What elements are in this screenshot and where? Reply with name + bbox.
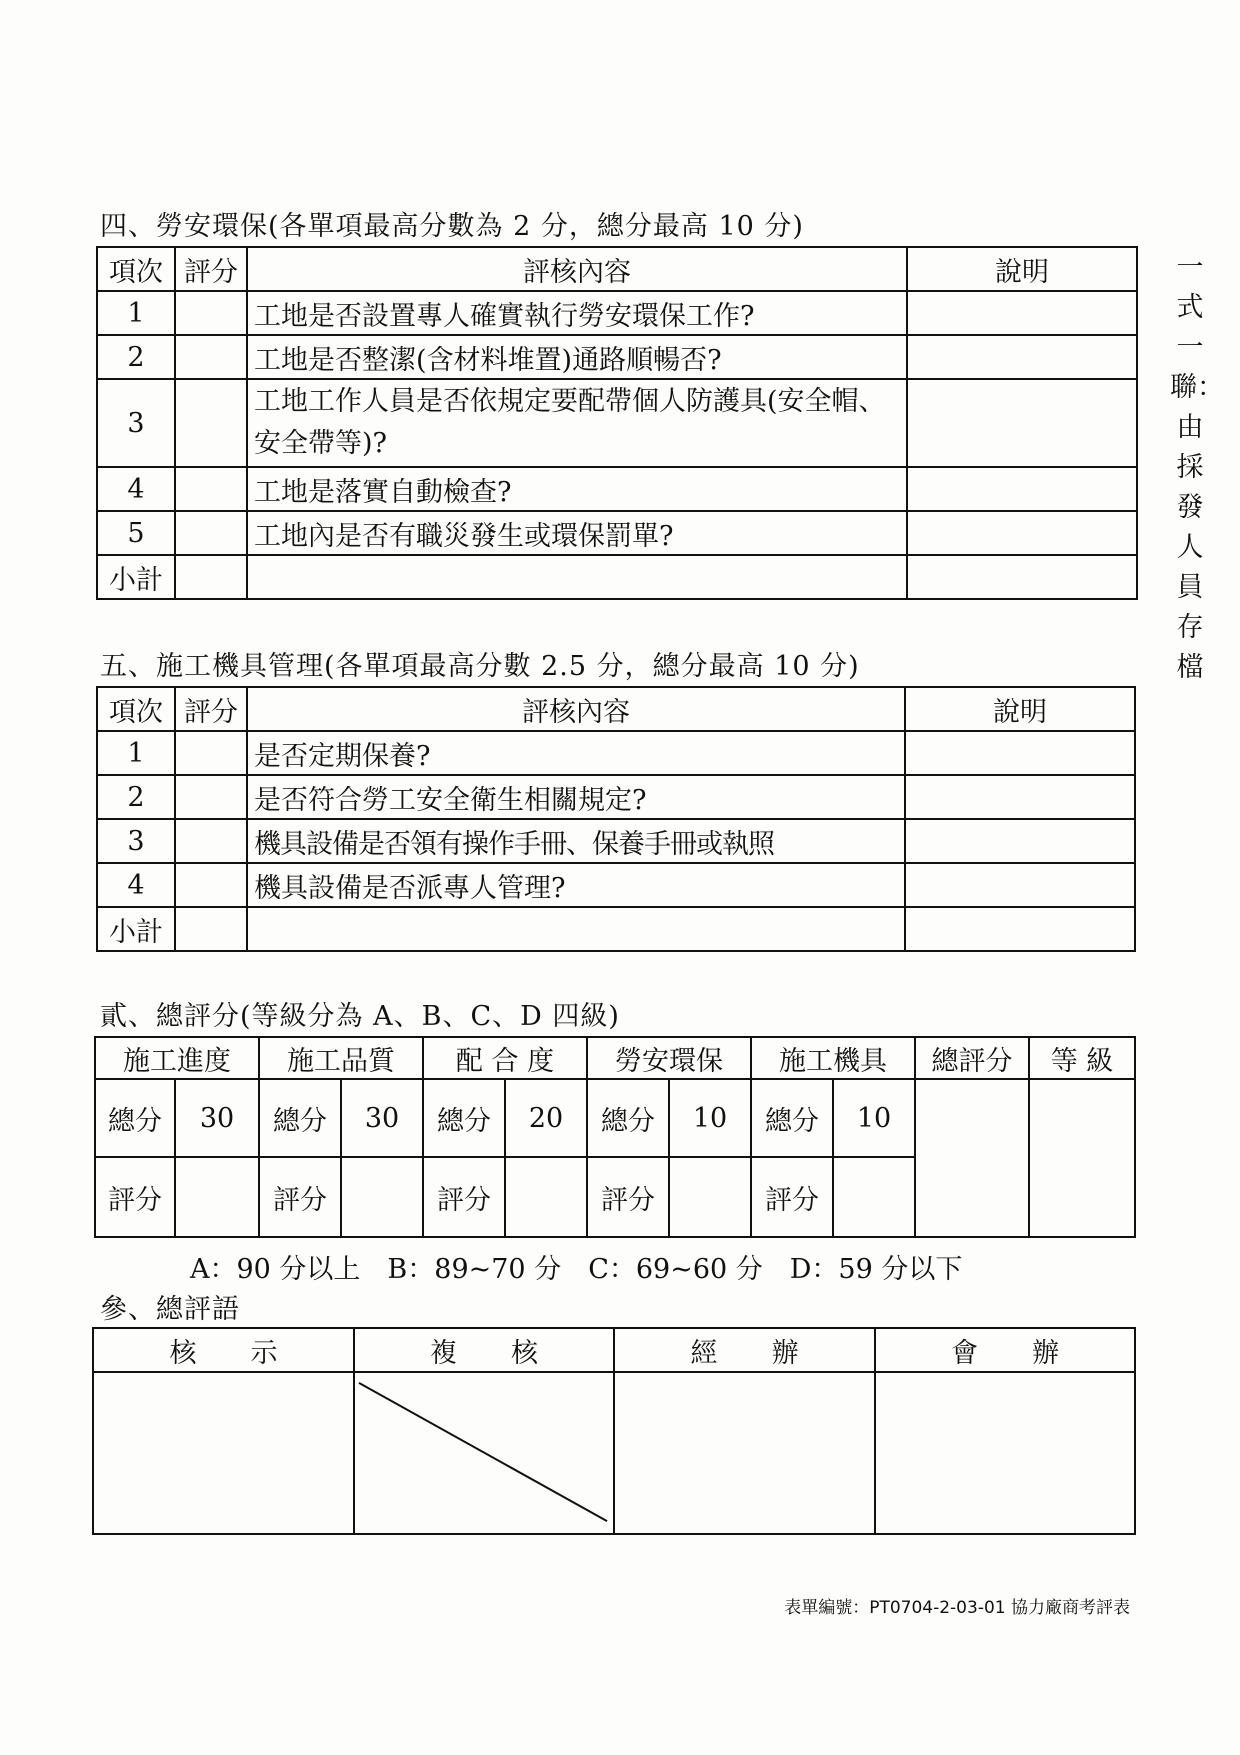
item-content: 工地是否整潔(含材料堆置)通路順暢否? [247, 335, 907, 379]
table-row [97, 379, 1137, 467]
item-no: 1 [97, 291, 175, 335]
note-cell[interactable] [905, 775, 1135, 819]
header-item-no: 項次 [97, 687, 175, 731]
score-cell[interactable] [175, 775, 247, 819]
item-content: 機具設備是否領有操作手冊、保養手冊或執照 [247, 819, 905, 863]
note-cell[interactable] [907, 335, 1137, 379]
category-progress: 施工進度 [95, 1037, 259, 1079]
header-content: 評核內容 [247, 687, 905, 731]
header-cosign: 會 辦 [875, 1328, 1135, 1372]
header-handler: 經 辦 [614, 1328, 875, 1372]
note-cell[interactable] [907, 511, 1137, 555]
full-score-label: 總分 [751, 1079, 833, 1157]
full-score-label: 總分 [423, 1079, 505, 1157]
table-row [97, 819, 1135, 863]
item-no: 4 [97, 467, 175, 511]
cosign-cell[interactable] [875, 1372, 1135, 1534]
score-label: 評分 [751, 1157, 833, 1237]
signoff-body-row [93, 1372, 1135, 1534]
side-note: 一式一聯：由採發人員存檔 [1170, 252, 1224, 683]
category-safety: 勞安環保 [587, 1037, 751, 1079]
score-input-cell[interactable] [833, 1157, 915, 1237]
item-no: 2 [97, 775, 175, 819]
header-item-no: 項次 [97, 247, 175, 291]
note-cell[interactable] [905, 863, 1135, 907]
full-score-value: 30 [341, 1079, 423, 1157]
header-score: 評分 [175, 687, 247, 731]
approve-cell[interactable] [93, 1372, 354, 1534]
summary-table [94, 1036, 1136, 1238]
score-cell[interactable] [175, 291, 247, 335]
item-content: 工地是否設置專人確實執行勞安環保工作? [247, 291, 907, 335]
score-cell[interactable] [175, 819, 247, 863]
subtotal-note-cell[interactable] [907, 555, 1137, 599]
table-header-row [97, 247, 1137, 291]
section4-table [96, 246, 1138, 600]
note-cell[interactable] [907, 467, 1137, 511]
score-cell[interactable] [175, 467, 247, 511]
score-cell[interactable] [175, 863, 247, 907]
score-cell[interactable] [175, 731, 247, 775]
grade-header: 等 級 [1029, 1037, 1135, 1079]
item-no: 2 [97, 335, 175, 379]
header-note: 說明 [905, 687, 1135, 731]
item-no: 4 [97, 863, 175, 907]
subtotal-row [97, 555, 1137, 599]
header-review: 複 核 [354, 1328, 614, 1372]
score-label: 評分 [587, 1157, 669, 1237]
header-score: 評分 [175, 247, 247, 291]
note-cell[interactable] [905, 731, 1135, 775]
full-score-label: 總分 [95, 1079, 175, 1157]
section5-title: 五、施工機具管理(各單項最高分數 2.5 分，總分最高 10 分) [100, 651, 860, 682]
subtotal-label: 小計 [97, 555, 175, 599]
score-label: 評分 [259, 1157, 341, 1237]
total-score-cell[interactable] [915, 1079, 1029, 1237]
section5-table [96, 686, 1136, 952]
strike-line [355, 1373, 613, 1533]
full-score-value: 30 [175, 1079, 259, 1157]
full-score-value: 20 [505, 1079, 587, 1157]
score-cell[interactable] [175, 511, 247, 555]
signoff-table [92, 1327, 1136, 1535]
score-cell[interactable] [175, 379, 247, 467]
score-label: 評分 [95, 1157, 175, 1237]
full-score-label: 總分 [587, 1079, 669, 1157]
full-score-value: 10 [669, 1079, 751, 1157]
full-score-row [95, 1079, 1135, 1157]
table-row [97, 731, 1135, 775]
header-approve: 核 示 [93, 1328, 354, 1372]
table-row [97, 511, 1137, 555]
item-content: 工地是落實自動檢查? [247, 467, 907, 511]
total-score-header: 總評分 [915, 1037, 1029, 1079]
score-input-cell[interactable] [505, 1157, 587, 1237]
grade-scale: A：90 分以上 B：89~70 分 C：69~60 分 D：59 分以下 [190, 1254, 963, 1285]
grade-cell[interactable] [1029, 1079, 1135, 1237]
table-row [97, 775, 1135, 819]
table-row [97, 863, 1135, 907]
full-score-label: 總分 [259, 1079, 341, 1157]
subtotal-content-cell [247, 555, 907, 599]
item-content: 是否符合勞工安全衛生相關規定? [247, 775, 905, 819]
section4-title: 四、勞安環保(各單項最高分數為 2 分，總分最高 10 分) [100, 211, 804, 242]
header-content: 評核內容 [247, 247, 907, 291]
item-content: 工地工作人員是否依規定要配帶個人防護具(安全帽、安全帶等)? [247, 379, 907, 467]
signoff-header-row [93, 1328, 1135, 1372]
table-header-row [97, 687, 1135, 731]
handler-cell[interactable] [614, 1372, 875, 1534]
full-score-value: 10 [833, 1079, 915, 1157]
summary-header-row [95, 1037, 1135, 1079]
item-content: 機具設備是否派專人管理? [247, 863, 905, 907]
item-content: 工地內是否有職災發生或環保罰單? [247, 511, 907, 555]
table-row [97, 291, 1137, 335]
subtotal-row [97, 907, 1135, 951]
review-cell [354, 1372, 614, 1534]
item-no: 1 [97, 731, 175, 775]
header-note: 說明 [907, 247, 1137, 291]
category-cooperation: 配 合 度 [423, 1037, 587, 1079]
comments-title: 參、總評語 [100, 1294, 240, 1325]
note-cell[interactable] [907, 291, 1137, 335]
score-cell[interactable] [175, 335, 247, 379]
subtotal-label: 小計 [97, 907, 175, 951]
subtotal-note-cell[interactable] [905, 907, 1135, 951]
item-content: 是否定期保養? [247, 731, 905, 775]
subtotal-score-cell[interactable] [175, 907, 247, 951]
score-input-cell[interactable] [175, 1157, 259, 1237]
subtotal-score-cell[interactable] [175, 555, 247, 599]
category-quality: 施工品質 [259, 1037, 423, 1079]
note-cell[interactable] [907, 379, 1137, 467]
item-no: 3 [97, 379, 175, 467]
subtotal-content-cell [247, 907, 905, 951]
score-input-cell[interactable] [341, 1157, 423, 1237]
category-equipment: 施工機具 [751, 1037, 915, 1079]
form-number: 表單編號：PT0704-2-03-01 協力廠商考評表 [784, 1598, 1130, 1618]
item-no: 5 [97, 511, 175, 555]
score-input-cell[interactable] [669, 1157, 751, 1237]
note-cell[interactable] [905, 819, 1135, 863]
table-row [97, 335, 1137, 379]
score-label: 評分 [423, 1157, 505, 1237]
summary-title: 貳、總評分(等級分為 A、B、C、D 四級) [100, 1001, 620, 1032]
item-no: 3 [97, 819, 175, 863]
table-row [97, 467, 1137, 511]
